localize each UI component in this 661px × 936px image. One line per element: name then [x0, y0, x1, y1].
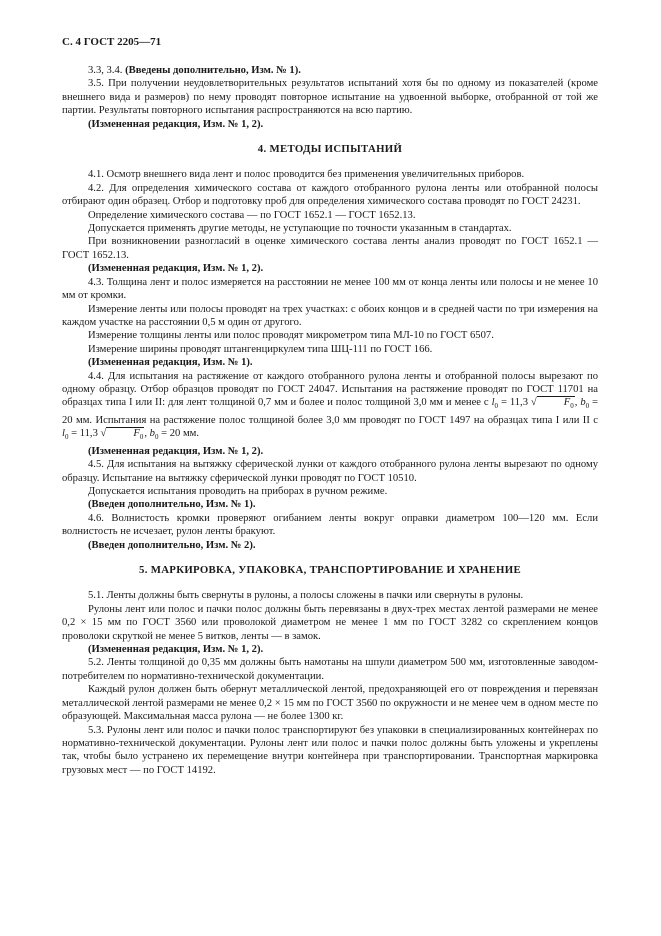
paragraph-4-5-b: Допускается испытания проводить на приборах в ручном режиме. — [88, 486, 388, 497]
sqrt-bar — [537, 396, 575, 412]
paragraph-5-1-b: Рулоны лент или полос и пачки полос должны быть перевязаны в двух-трех местах лентой размерами не менее 0,2 × 15 мм по ГОСТ 3560 или проволокой диаметром не менее 1 мм по ГОСТ 3282 со скреплением концов проволоки скруткой не менее 5 витков, ленты — в замок. — [62, 603, 598, 642]
sub-0: 0 — [494, 402, 499, 411]
amendment-note: (Введен дополнительно, Изм. № 2). — [88, 539, 256, 551]
paragraph-5-3: 5.3. Рулоны лент или полос и пачки полос транспортируют без упаковки в специализированных контейнерах по нормативно-технической документации. Рулоны лент или полос и пачки полос должны быть уложены и укреплены так, чтобы было устранено их перемещение внутри контейнера при транспортировании. Транспортная маркировка грузовых мест — по ГОСТ 14192. — [62, 724, 598, 776]
sub-0: 0 — [139, 433, 144, 442]
paragraph-5-1: 5.1. Ленты должны быть свернуты в рулоны, а полосы сложены в пачки или свернуты в рулоны. — [88, 590, 524, 602]
paragraph-4-5: 4.5. Для испытания на вытяжку сферической лунки от каждого отобранного рулона ленты вырезают по одному образцу. Испытание на вытяжку сферической лунки проводят по ГОСТ 10510. — [62, 459, 598, 484]
amendment-note: (Измененная редакция, Изм. № 1). — [88, 357, 253, 369]
paragraph-3-3 — [62, 64, 598, 77]
amendment-note: (Измененная редакция, Изм. № 1, 2). — [88, 644, 264, 656]
paragraph-4-4 — [62, 370, 598, 445]
sqrt-bar — [106, 427, 144, 443]
amendment-note: (Измененная редакция, Изм. № 1, 2). — [88, 118, 264, 130]
sub-0: 0 — [64, 433, 69, 442]
paragraph-4-3-d: Измерение ширины проводят штангенциркулем типа ШЦ-111 по ГОСТ 166. — [88, 343, 433, 355]
formula-coef: = 11,3 — [500, 397, 528, 409]
paragraph-4-6: 4.6. Волнистость кромки проверяют огибанием ленты вокруг оправки диаметром 100—120 мм. Если волнистость не исчезает, рулон ленты бракуют. — [62, 512, 598, 538]
paragraph-4-3-c: Измерение толщины ленты или полос проводят микрометром типа МЛ-10 по ГОСТ 6507. — [88, 330, 494, 342]
page-content — [62, 64, 598, 777]
p44-end: = 20 мм. — [161, 428, 200, 440]
sym-b: b — [149, 428, 155, 440]
paragraph-4-2-b: Определение химического состава — по ГОСТ 1652.1 — ГОСТ 1652.13. — [88, 209, 416, 221]
p44-text-2: = 20 мм. Испытания на растяжение полос толщиной более 3,0 мм проводят по ГОСТ 1497 на образцах типа I или II с — [62, 397, 599, 426]
paragraph-4-1: 4.1. Осмотр внешнего вида лент и полос проводится без применения увеличительных приборов. — [88, 169, 525, 181]
sub-0: 0 — [570, 402, 574, 411]
sym-l: l — [491, 397, 495, 409]
amendment-note: (Введен дополнительно, Изм. № 1). — [88, 499, 256, 511]
sym-F: F — [563, 397, 571, 409]
amendment-note: (Измененная редакция, Изм. № 1, 2). — [88, 263, 264, 275]
p44-text: 4.4. Для испытания на растяжение от каждого отобранного рулона ленты и отобранной полосы вырезают по одному образцу. Отбор образцов проводят по ГОСТ 24047. Испытания на растяжение проводят по ГОСТ 11701 на образцах типа I или II: для лент толщиной 0,7 мм и более и полос толщиной 3,0 мм и менее с — [62, 370, 598, 409]
sub-0: 0 — [154, 433, 159, 442]
paragraph-4-2-c: Допускается применять другие методы, не уступающие по точности указанным в стандартах. — [88, 223, 512, 235]
formula-1: $l_0 = 11,3$ √ $F_0$, $b_0$ — [491, 397, 590, 411]
paragraph-3-5: 3.5. При получении неудовлетворительных результатов испытаний хотя бы по одному из показателей (кроме внешнего вида и размеров) по нему проводят повторное испытание на удвоенной выборке, отобранной от той же партии. Результаты повторного испытания распространяются на всю партию. — [62, 78, 598, 117]
paragraph-4-2-d: При возникновении разногласий в оценке химического состава ленты анализ проводят по ГОСТ 1652.1 — ГОСТ 1652.13. — [62, 236, 598, 261]
section-title-4: 4. МЕТОДЫ ИСПЫТАНИЙ — [257, 143, 403, 156]
sym-b: b — [580, 397, 586, 409]
formula-coef: = 11,3 — [71, 428, 98, 440]
sub-0: 0 — [585, 402, 590, 411]
amendment-note: (Введены дополнительно, Изм. № 1). — [125, 65, 301, 76]
sym-l: l — [62, 428, 65, 440]
section-title-5: 5. МАРКИРОВКА, УПАКОВКА, ТРАНСПОРТИРОВАНИЕ И ХРАНЕНИЕ — [139, 564, 521, 577]
clause-number: 3.3, 3.4. — [88, 65, 123, 76]
formula-2: $l_0 = 11,3$ √ $F_0$, $b_0 = 20$ мм. — [62, 428, 200, 442]
paragraph-5-2-b: Каждый рулон должен быть обернут металлической лентой, предохраняющей его от повреждения и перевязан металлической лентой размерами не менее 0,2 × 15 мм по ГОСТ 3560 по окружности и не менее чем в одном месте по образующей. Максимальная масса рулона — не более 1300 кг. — [62, 684, 598, 723]
page-header: С. 4 ГОСТ 2205—71 — [62, 36, 162, 48]
amendment-note: (Измененная редакция, Изм. № 1, 2). — [88, 445, 264, 457]
paragraph-4-3: 4.3. Толщина лент и полос измеряется на расстоянии не менее 100 мм от конца ленты или полосы и не менее 10 мм от кромки. — [62, 276, 598, 302]
paragraph-4-3-b: Измерение ленты или полосы проводят на трех участках: с обоих концов и в средней части по три измерения на каждом участке на расстоянии 0,5 м один от другого. — [62, 303, 598, 328]
paragraph-5-2: 5.2. Ленты толщиной до 0,35 мм должны быть намотаны на шпули диаметром 500 мм, изготовленные заводом-потребителем по нормативно-технической документации. — [62, 657, 598, 682]
sym-F: F — [133, 428, 140, 440]
paragraph-4-2: 4.2. Для определения химического состава от каждого отобранного рулона ленты или отобранной полосы отбирают один образец. Отбор и подготовку проб для определения химического состава проводят по ГОСТ 24231. — [62, 182, 598, 208]
